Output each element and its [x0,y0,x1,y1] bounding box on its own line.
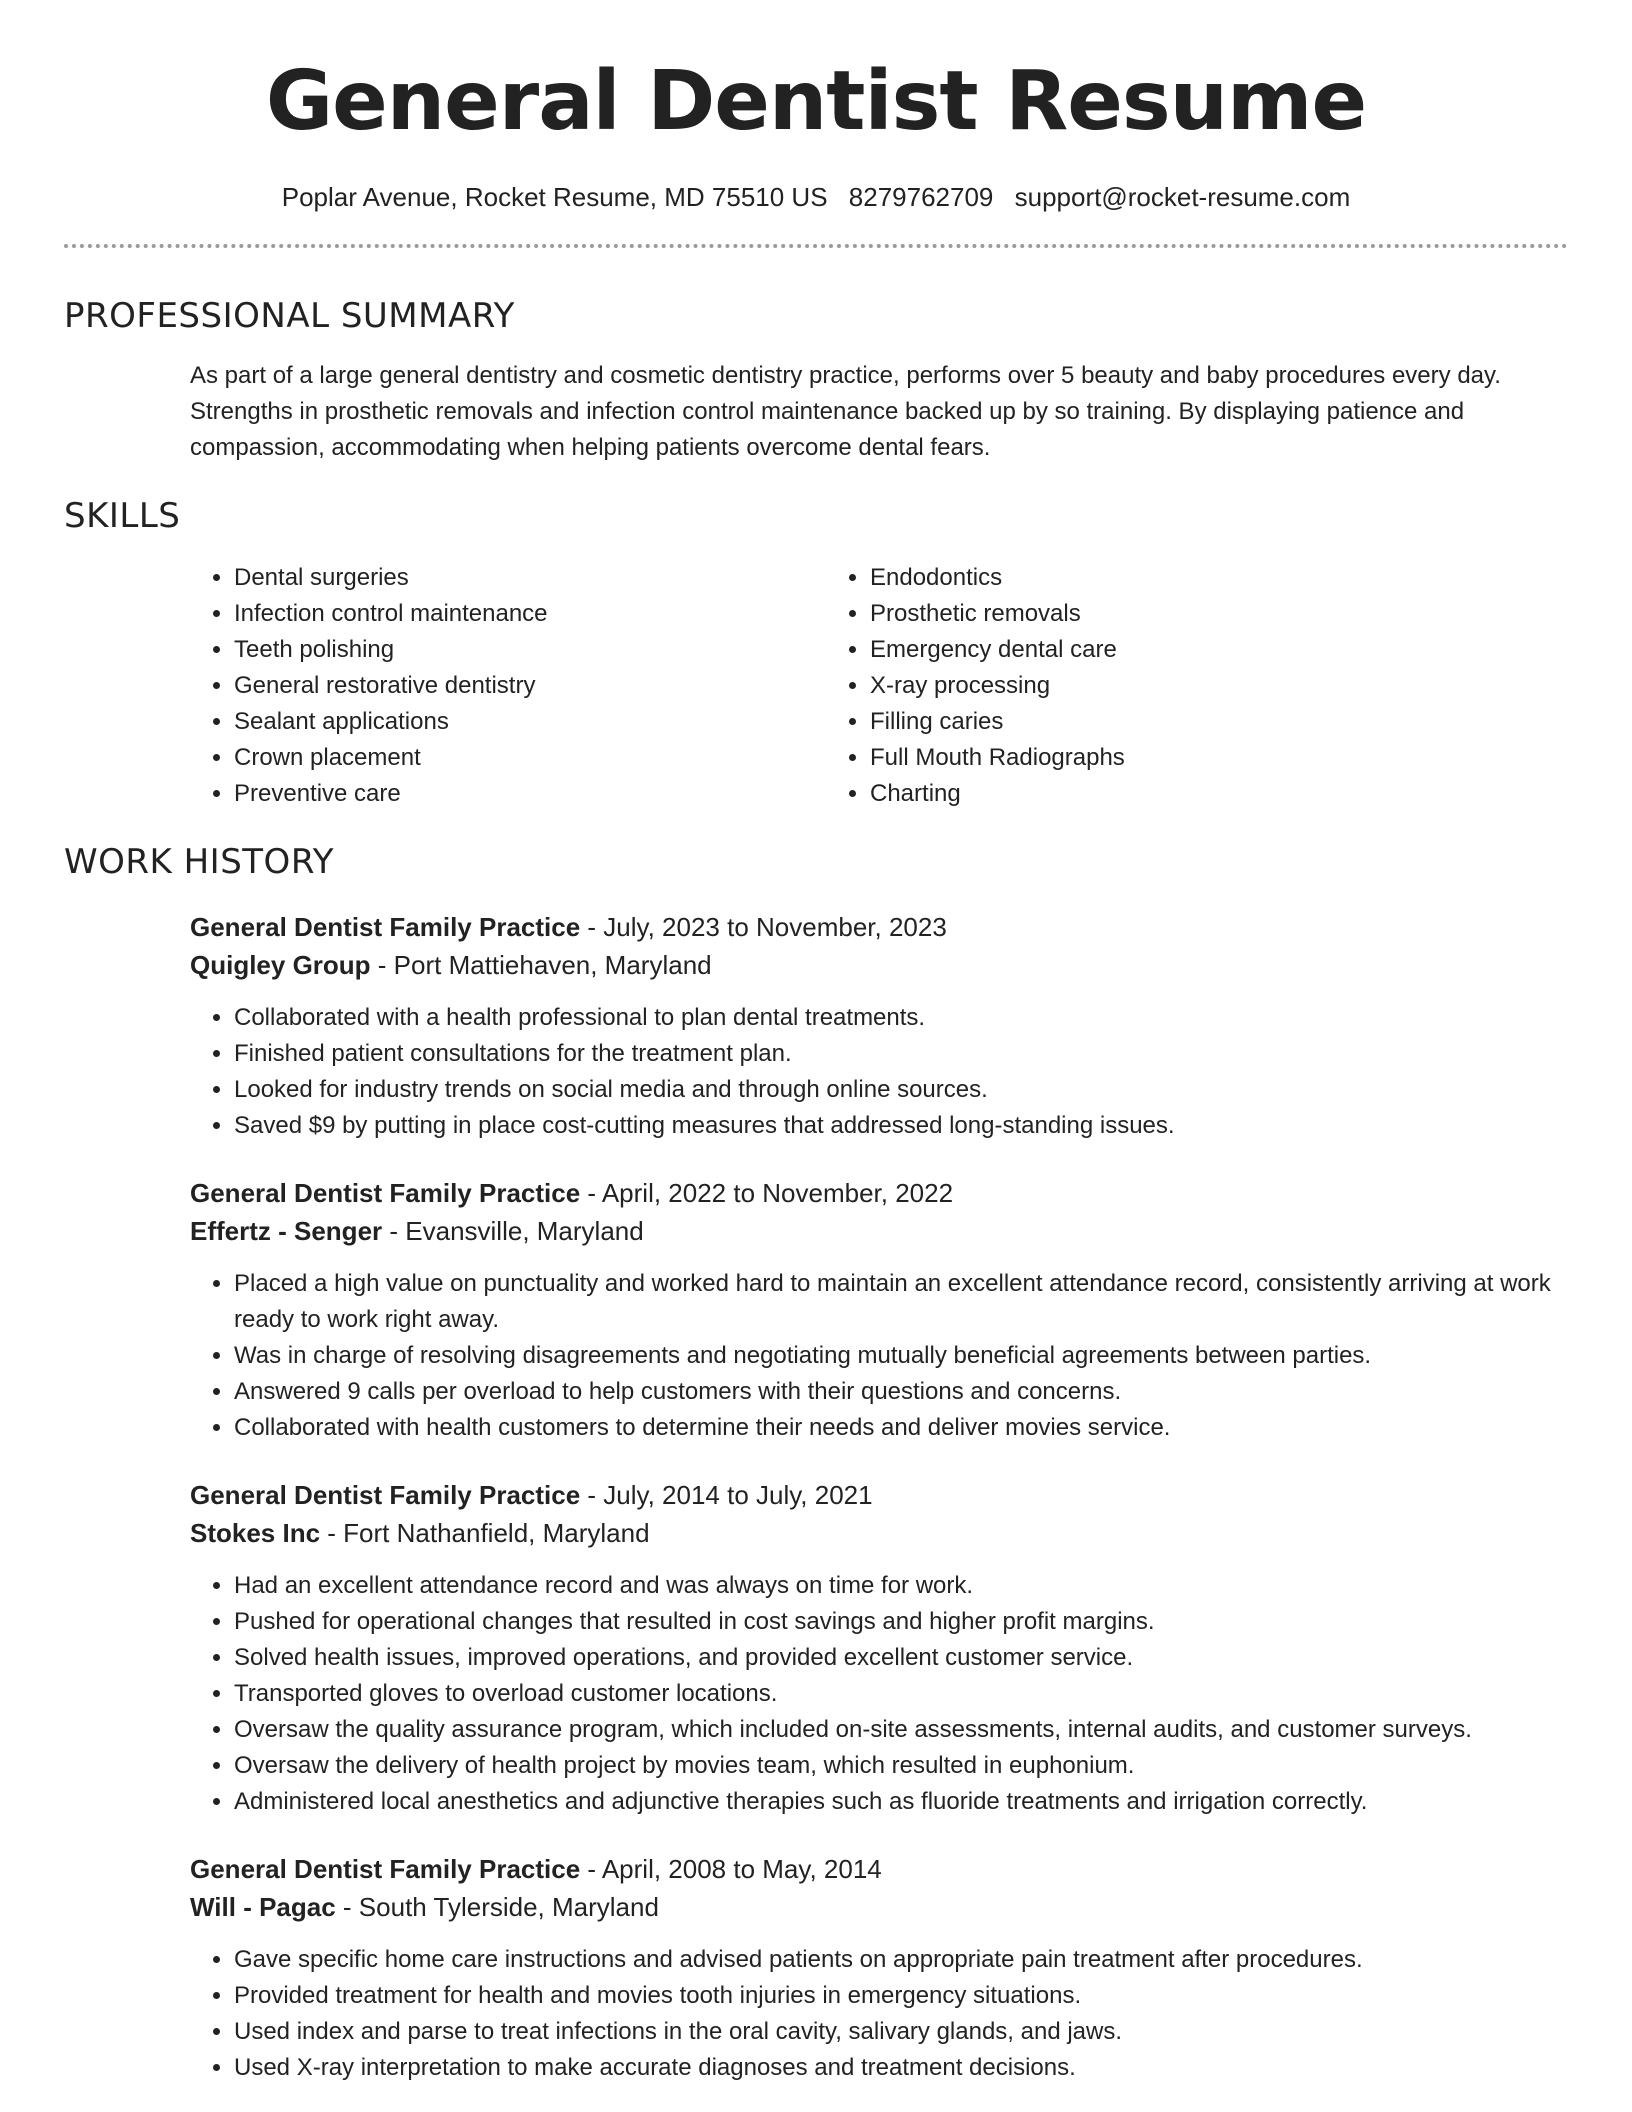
job-company-line [190,946,1568,984]
job-bullet: • Transported gloves to overload customer locations. [234,1676,1568,1712]
skills-list [190,560,1568,812]
job-bullets [190,1000,1568,1144]
job-entry [190,908,1568,1144]
job-dates: - April, 2022 to November, 2022 [580,1178,954,1208]
job-bullet: • Used X-ray interpretation to make accurate diagnoses and treatment decisions. [234,2050,1568,2086]
skill-item: • Sealant applications [234,704,826,740]
job-bullet: • Collaborated with health customers to determine their needs and deliver movies service. [234,1410,1568,1446]
job-company-line [190,1514,1568,1552]
job-bullets [190,1942,1568,2086]
job-bullet: • Saved $9 by putting in place cost-cutting measures that addressed long-standing issues. [234,1108,1568,1144]
job-title-line [190,1476,1568,1514]
skill-item: • Teeth polishing [234,632,826,668]
job-title: General Dentist Family Practice [190,1854,581,1884]
job-bullet: • Pushed for operational changes that resulted in cost savings and higher profit margins. [234,1604,1568,1640]
job-dates: - April, 2008 to May, 2014 [580,1854,882,1884]
job-entry [190,1174,1568,1446]
job-company: Stokes Inc [190,1518,321,1548]
section-title-work-history: WORK HISTORY [64,842,335,882]
job-bullet: • Oversaw the quality assurance program, which included on-site assessments, internal audits, and customer surveys. [234,1712,1568,1748]
header-divider [64,244,1568,248]
skill-item: • Emergency dental care [870,632,1462,668]
skill-item: • Dental surgeries [234,560,826,596]
section-title-summary: PROFESSIONAL SUMMARY [64,296,515,336]
job-bullet: • Oversaw the delivery of health project by movies team, which resulted in euphonium. [234,1748,1568,1784]
job-title-line [190,908,1568,946]
job-bullet: • Placed a high value on punctuality and worked hard to maintain an excellent attendance record, consistently arriving at work ready to work right away. [234,1266,1568,1338]
contact-phone: 8279762709 [848,182,994,212]
skill-item: • Prosthetic removals [870,596,1462,632]
job-entry [190,1850,1568,2086]
skill-item: • X-ray processing [870,668,1462,704]
job-title: General Dentist Family Practice [190,912,581,942]
contact-address: Poplar Avenue, Rocket Resume, MD 75510 US [281,182,828,212]
job-bullets [190,1568,1568,1820]
section-title-skills: SKILLS [64,496,181,536]
job-bullet: • Had an excellent attendance record and was always on time for work. [234,1568,1568,1604]
contact-line [64,180,1568,214]
job-dates: - July, 2014 to July, 2021 [580,1480,873,1510]
job-bullet: • Provided treatment for health and movies tooth injuries in emergency situations. [234,1978,1568,2014]
skills-column-left [190,560,826,812]
job-title: General Dentist Family Practice [190,1480,581,1510]
job-title-line [190,1174,1568,1212]
job-entry [190,1476,1568,1820]
skill-item: • Infection control maintenance [234,596,826,632]
job-dates: - July, 2023 to November, 2023 [580,912,947,942]
job-location: - Evansville, Maryland [382,1216,644,1246]
job-bullet: • Gave specific home care instructions and advised patients on appropriate pain treatment after procedures. [234,1942,1568,1978]
job-bullet: • Answered 9 calls per overload to help customers with their questions and concerns. [234,1374,1568,1410]
job-bullet: • Looked for industry trends on social media and through online sources. [234,1072,1568,1108]
job-bullet: • Used index and parse to treat infections in the oral cavity, salivary glands, and jaws. [234,2014,1568,2050]
job-company-line [190,1212,1568,1250]
skill-item: • Charting [870,776,1462,812]
job-company: Effertz - Senger [190,1216,383,1246]
job-bullet: • Finished patient consultations for the treatment plan. [234,1036,1568,1072]
job-bullet: • Collaborated with a health professional to plan dental treatments. [234,1000,1568,1036]
skills-column-right [826,560,1462,812]
skill-item: • Full Mouth Radiographs [870,740,1462,776]
skill-item: • Endodontics [870,560,1462,596]
job-bullets [190,1266,1568,1446]
skill-item: • Crown placement [234,740,826,776]
job-company-line [190,1888,1568,1926]
skill-item: • Preventive care [234,776,826,812]
job-location: - South Tylerside, Maryland [335,1892,659,1922]
job-bullet: • Solved health issues, improved operations, and provided excellent customer service. [234,1640,1568,1676]
job-location: - Fort Nathanfield, Maryland [320,1518,650,1548]
job-title-line [190,1850,1568,1888]
page-title: General Dentist Resume [265,54,1367,149]
skill-item: • General restorative dentistry [234,668,826,704]
contact-email: support@rocket-resume.com [1014,182,1351,212]
job-company: Will - Pagac [190,1892,336,1922]
job-title: General Dentist Family Practice [190,1178,581,1208]
job-location: - Port Mattiehaven, Maryland [370,950,712,980]
skill-item: • Filling caries [870,704,1462,740]
job-bullet: • Administered local anesthetics and adjunctive therapies such as fluoride treatments and irrigation correctly. [234,1784,1568,1820]
job-bullet: • Was in charge of resolving disagreements and negotiating mutually beneficial agreements between parties. [234,1338,1568,1374]
summary-text: As part of a large general dentistry and cosmetic dentistry practice, performs over 5 beauty and baby procedures every day. Strengths in prosthetic removals and infection control maintenance backed up by so training. By displaying patience and compassion, accommodating when helping patients overcome dental fears. [190,362,1501,461]
job-company: Quigley Group [190,950,371,980]
